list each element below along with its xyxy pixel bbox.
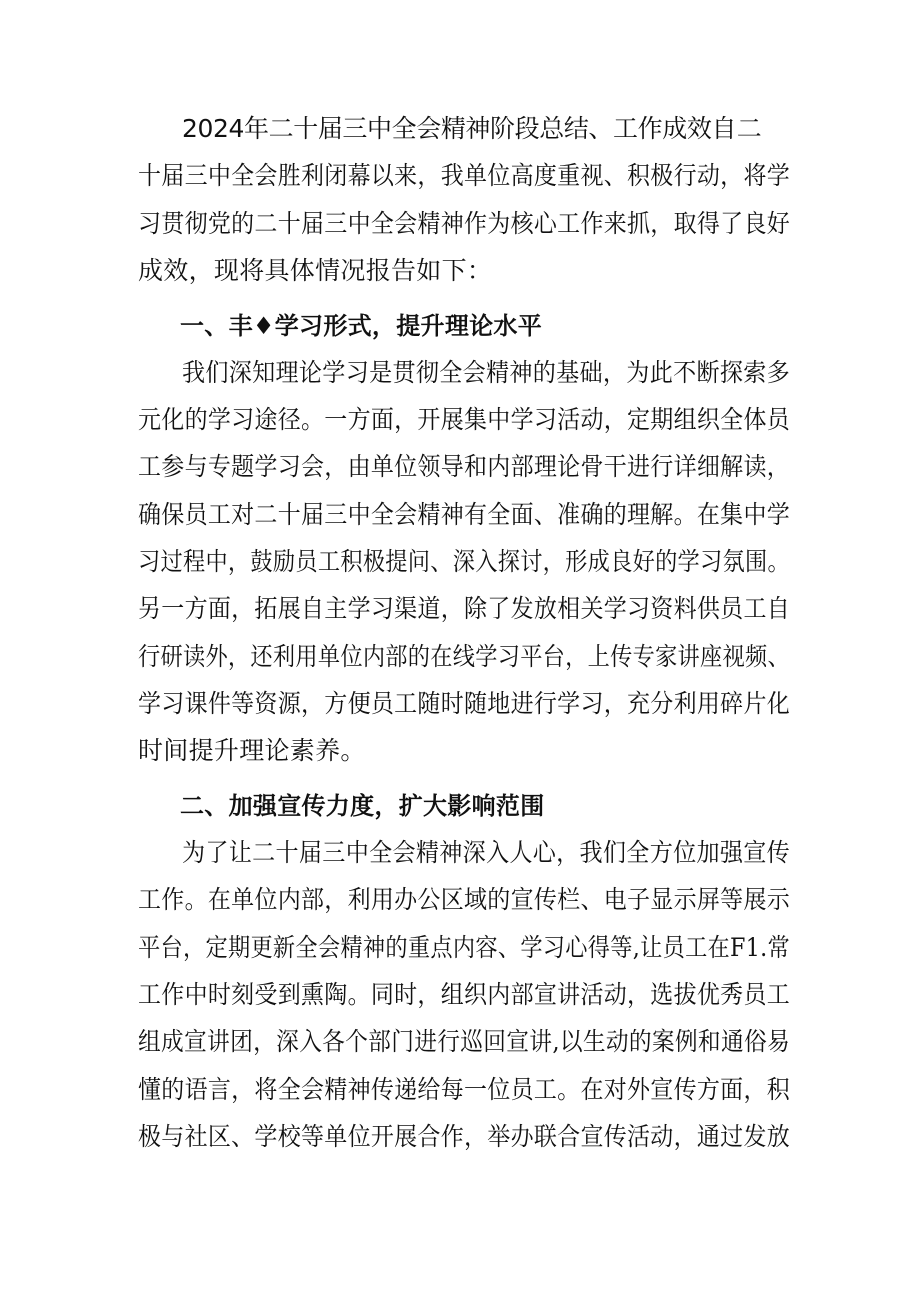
intro-line-1: 十届三中全会胜利闭幕以来，我单位高度重视、积极行动，将学	[138, 161, 791, 190]
title-line	[182, 106, 762, 152]
section1-line-6: 另一方面，拓展自主学习渠道，除了发放相关学习资料供员工自	[138, 594, 791, 623]
section1-line-2: 元化的学习途径。一方面，开展集中学习活动，定期组织全体员	[138, 405, 791, 434]
section2-line-5: 组成宣讲团，深入各个部门进行巡回宣讲,以生动的案例和通俗易	[138, 1027, 791, 1056]
section2-line-2: 工作。在单位内部，利用办公区域的宣传栏、电子显示屏等展示	[138, 885, 791, 914]
section1-heading: 一、丰♦学习形式，提升理论水平	[180, 312, 543, 340]
section2-heading: 二、加强宣传力度，扩大影响范围	[180, 792, 545, 820]
section2-line-4: 工作中时刻受到熏陶。同时，组织内部宣讲活动，选拔优秀员工	[138, 980, 791, 1009]
section2-line-6: 懂的语言，将全会精神传递给每一位员工。在对外宣传方面，积	[138, 1075, 791, 1104]
document-title: 2024年二十届三中全会精神阶段总结、工作成效	[182, 114, 712, 143]
section2-line-1: 为了让二十届三中全会精神深入人心，我们全方位加强宣传	[182, 838, 791, 867]
intro-continuation: 自二	[711, 114, 763, 143]
intro-line-3: 成效，现将具体情况报告如下：	[138, 256, 493, 285]
section1-line-8: 学习课件等资源，方便员工随时随地进行学习，充分利用碎片化	[138, 689, 791, 718]
section1-line-5: 习过程中，鼓励员工积极提问、深入探讨，形成良好的学习氛围。	[138, 547, 790, 576]
intro-line-2: 习贯彻党的二十届三中全会精神作为核心工作来抓，取得了良好	[138, 209, 791, 238]
section2-line-7: 极与社区、学校等单位开展合作，举办联合宣传活动，通过发放	[138, 1122, 791, 1151]
section1-line-9: 时间提升理论素养。	[138, 736, 366, 765]
section1-line-3: 工参与专题学习会，由单位领导和内部理论骨干进行详细解读，	[138, 452, 791, 481]
section1-line-7: 行研读外，还利用单位内部的在线学习平台，上传专家讲座视频、	[138, 642, 790, 671]
section1-line-4: 确保员工对二十届三中全会精神有全面、准确的理解。在集中学	[138, 500, 791, 529]
section1-line-1: 我们深知理论学习是贯彻全会精神的基础，为此不断探索多	[182, 358, 791, 387]
section2-line-3: 平台，定期更新全会精神的重点内容、学习心得等,让员工在F1.常	[138, 933, 790, 962]
